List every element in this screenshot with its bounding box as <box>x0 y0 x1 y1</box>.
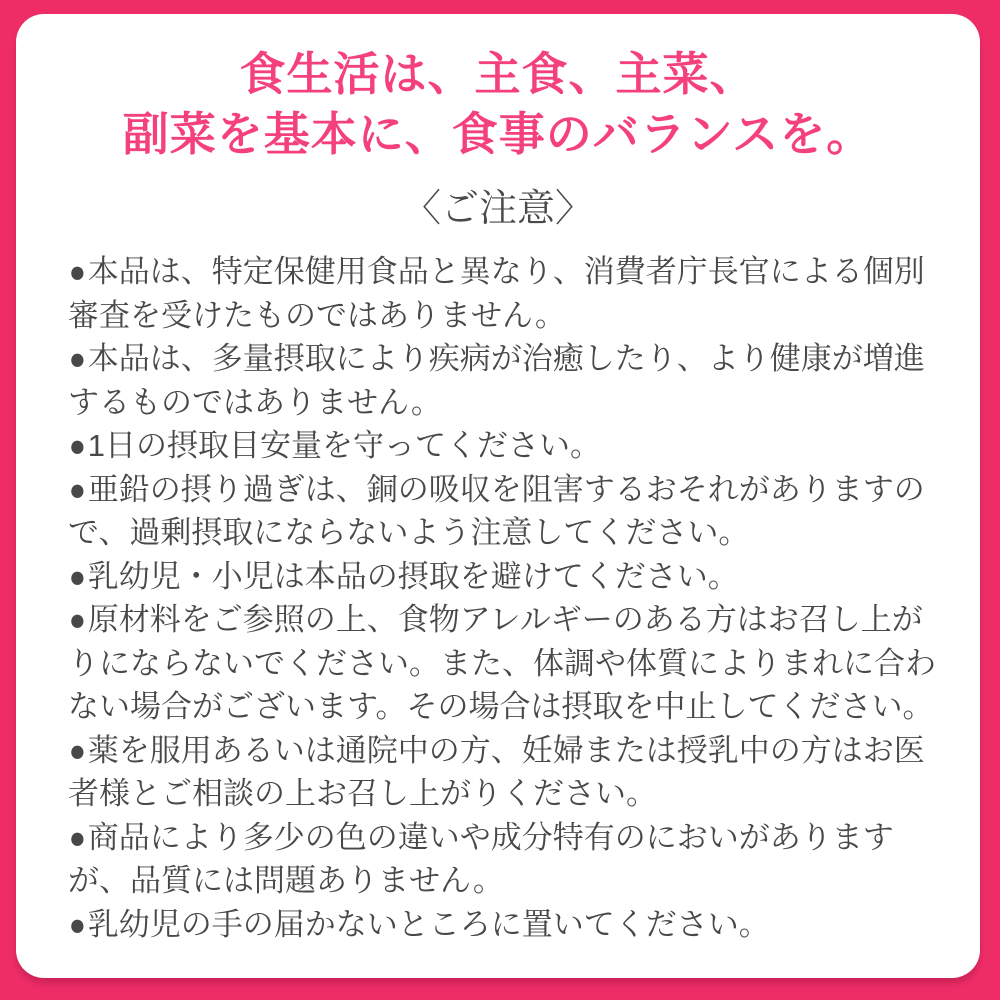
notice-item <box>68 903 936 947</box>
notice-item <box>68 424 936 468</box>
caution-label-card <box>16 14 980 978</box>
bullet-marker-icon: ● <box>68 558 86 594</box>
notice-item-text: 乳幼児の手の届かないところに置いてください。 <box>87 906 770 942</box>
bullet-marker-icon: ● <box>68 471 86 507</box>
bullet-marker-icon: ● <box>68 602 86 637</box>
notice-item-text: 薬を服用あるいは通院中の方、妊婦または授乳中の方はお医者様とご相談の上お召し上がりください。 <box>68 732 925 811</box>
bullet-marker-icon: ● <box>68 819 86 855</box>
notice-item-text: 本品は、多量摂取により疾病が治癒したり、より健康が増進するものではありません。 <box>68 341 925 420</box>
bullet-marker-icon: ● <box>68 428 86 463</box>
notice-item <box>68 729 936 816</box>
notice-item <box>68 468 936 555</box>
bullet-marker-icon: ● <box>68 732 86 768</box>
notice-item-text: 本品は、特定保健用食品と異なり、消費者庁長官による個別審査を受けたものではありません。 <box>68 254 925 333</box>
notice-item-text: 1日の摂取目安量を守ってください。 <box>87 428 601 463</box>
notice-item-text: 亜鉛の摂り過ぎは、銅の吸収を阻害するおそれがありますので、過剰摂取にならないよう注意してください。 <box>68 471 925 550</box>
title-line-1: 食生活は、主食、主菜、 <box>239 48 757 100</box>
notice-heading: 〈ご注意〉 <box>402 188 593 230</box>
bullet-marker-icon: ● <box>68 254 86 289</box>
notice-item <box>68 337 936 424</box>
bullet-marker-icon: ● <box>68 341 86 376</box>
notice-item <box>68 816 936 903</box>
notice-item-text: 商品により多少の色の違いや成分特有のにおいがありますが、品質には問題ありません。 <box>68 819 894 898</box>
notice-list <box>54 250 942 946</box>
title-line-2: 副菜を基本に、食事のバランスを。 <box>122 108 874 160</box>
bullet-marker-icon: ● <box>68 906 86 942</box>
notice-item <box>68 598 936 729</box>
notice-item-text: 乳幼児・小児は本品の摂取を避けてください。 <box>87 558 739 594</box>
notice-item <box>68 555 936 599</box>
dietary-balance-title <box>54 44 942 164</box>
notice-item <box>68 250 936 337</box>
notice-item-text: 原材料をご参照の上、食物アレルギーのある方はお召し上がりにならないでください。また、体調や体質によりまれに合わない場合がございます。その場合は摂取を中止してください。 <box>68 602 936 724</box>
